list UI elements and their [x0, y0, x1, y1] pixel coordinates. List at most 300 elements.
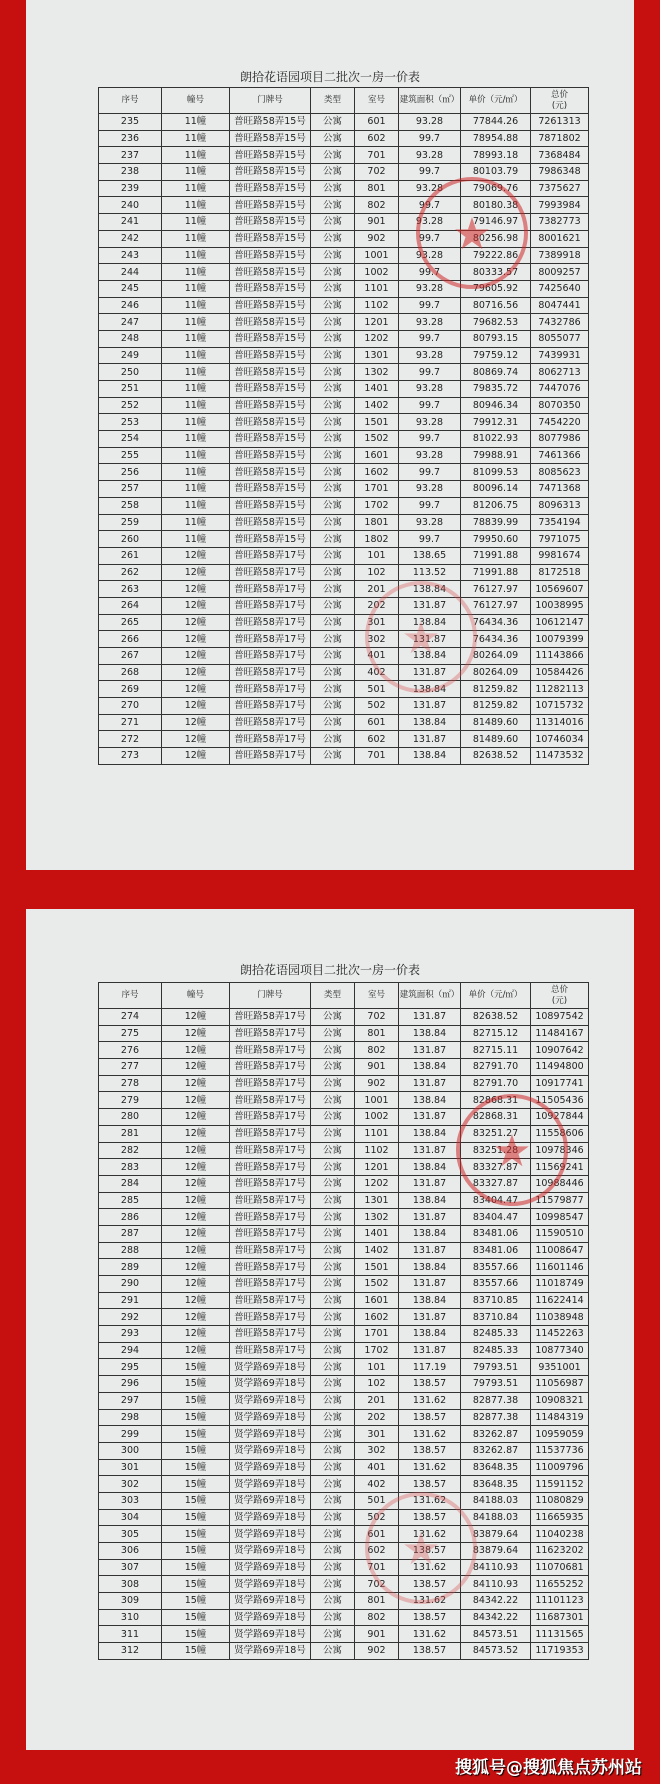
cell-room-number: 1101: [355, 280, 399, 297]
cell-floor-area: 138.84: [399, 614, 461, 631]
cell-floor-area: 99.7: [399, 230, 461, 247]
cell-row-number: 257: [99, 481, 162, 498]
cell-room-number: 702: [355, 164, 399, 181]
cell-unit-type: 公寓: [311, 1059, 355, 1076]
cell-address: 普旺路58弄17号: [230, 631, 311, 648]
cell-address: 普旺路58弄17号: [230, 1159, 311, 1176]
table-row: [99, 748, 589, 765]
cell-building: 11幢: [162, 180, 230, 197]
cell-floor-area: 131.87: [399, 631, 461, 648]
cell-unit-price: 84573.51: [461, 1626, 531, 1643]
cell-address: 贤学路69弄18号: [230, 1359, 311, 1376]
cell-room-number: 401: [355, 648, 399, 665]
cell-unit-type: 公寓: [311, 164, 355, 181]
cell-address: 贤学路69弄18号: [230, 1593, 311, 1610]
cell-address: 普旺路58弄17号: [230, 1326, 311, 1343]
cell-room-number: 1201: [355, 1159, 399, 1176]
cell-unit-type: 公寓: [311, 514, 355, 531]
cell-room-number: 702: [355, 1576, 399, 1593]
cell-address: 普旺路58弄15号: [230, 130, 311, 147]
table-row: [99, 1276, 589, 1293]
cell-building: 11幢: [162, 347, 230, 364]
cell-address: 普旺路58弄17号: [230, 1259, 311, 1276]
cell-unit-type: 公寓: [311, 397, 355, 414]
cell-room-number: 902: [355, 1075, 399, 1092]
cell-total-price: 11622414: [531, 1292, 589, 1309]
cell-unit-type: 公寓: [311, 364, 355, 381]
cell-row-number: 271: [99, 714, 162, 731]
table-row: [99, 1309, 589, 1326]
cell-unit-price: 71991.88: [461, 547, 531, 564]
cell-row-number: 274: [99, 1009, 162, 1026]
cell-address: 普旺路58弄17号: [230, 1109, 311, 1126]
table-header-row: [99, 88, 589, 114]
table-row: [99, 180, 589, 197]
cell-total-price: 7447076: [531, 381, 589, 398]
cell-unit-price: 83710.84: [461, 1309, 531, 1326]
table-row: [99, 1242, 589, 1259]
cell-unit-type: 公寓: [311, 714, 355, 731]
cell-row-number: 294: [99, 1342, 162, 1359]
cell-unit-price: 81489.60: [461, 714, 531, 731]
cell-row-number: 264: [99, 597, 162, 614]
cell-row-number: 241: [99, 214, 162, 231]
cell-unit-type: 公寓: [311, 581, 355, 598]
cell-unit-price: 82791.70: [461, 1075, 531, 1092]
cell-building: 12幢: [162, 614, 230, 631]
cell-address: 普旺路58弄15号: [230, 280, 311, 297]
cell-row-number: 285: [99, 1192, 162, 1209]
cell-floor-area: 138.84: [399, 681, 461, 698]
table-row: [99, 464, 589, 481]
sohu-watermark: 搜狐号@搜狐焦点苏州站: [455, 1758, 642, 1778]
cell-total-price: 9351001: [531, 1359, 589, 1376]
table-row: [99, 1409, 589, 1426]
cell-room-number: 802: [355, 197, 399, 214]
cell-floor-area: 131.62: [399, 1526, 461, 1543]
cell-address: 普旺路58弄15号: [230, 230, 311, 247]
cell-row-number: 299: [99, 1426, 162, 1443]
cell-address: 普旺路58弄15号: [230, 397, 311, 414]
cell-unit-price: 82638.52: [461, 1009, 531, 1026]
cell-floor-area: 138.84: [399, 1025, 461, 1042]
cell-row-number: 245: [99, 280, 162, 297]
cell-row-number: 302: [99, 1476, 162, 1493]
cell-total-price: 8047441: [531, 297, 589, 314]
cell-address: 普旺路58弄15号: [230, 514, 311, 531]
cell-row-number: 275: [99, 1025, 162, 1042]
cell-row-number: 244: [99, 264, 162, 281]
cell-unit-price: 80096.14: [461, 481, 531, 498]
cell-unit-price: 79222.86: [461, 247, 531, 264]
cell-address: 普旺路58弄17号: [230, 1075, 311, 1092]
cell-building: 15幢: [162, 1526, 230, 1543]
cell-total-price: 11143866: [531, 648, 589, 665]
cell-building: 11幢: [162, 214, 230, 231]
header-total-price: 总价 (元): [531, 88, 589, 114]
cell-building: 15幢: [162, 1459, 230, 1476]
cell-row-number: 273: [99, 748, 162, 765]
cell-room-number: 502: [355, 1509, 399, 1526]
cell-room-number: 101: [355, 1359, 399, 1376]
cell-room-number: 1102: [355, 1142, 399, 1159]
sheet-title: 朗拾花语园项目二批次一房一价表: [239, 70, 420, 84]
cell-building: 15幢: [162, 1442, 230, 1459]
cell-building: 11幢: [162, 464, 230, 481]
cell-row-number: 238: [99, 164, 162, 181]
cell-room-number: 301: [355, 614, 399, 631]
cell-floor-area: 131.62: [399, 1593, 461, 1610]
cell-room-number: 201: [355, 1392, 399, 1409]
table-row: [99, 164, 589, 181]
table-row: [99, 414, 589, 431]
cell-address: 普旺路58弄17号: [230, 597, 311, 614]
header-unit-price: 单价（元/㎡）: [461, 983, 531, 1009]
cell-unit-price: 83251.28: [461, 1142, 531, 1159]
cell-floor-area: 93.28: [399, 114, 461, 131]
cell-unit-price: 84573.52: [461, 1643, 531, 1660]
table-row: [99, 581, 589, 598]
header-row-number: 序号: [99, 983, 162, 1009]
cell-address: 普旺路58弄17号: [230, 648, 311, 665]
cell-total-price: 8001621: [531, 230, 589, 247]
cell-building: 15幢: [162, 1376, 230, 1393]
cell-address: 普旺路58弄15号: [230, 464, 311, 481]
cell-unit-type: 公寓: [311, 1509, 355, 1526]
cell-unit-type: 公寓: [311, 1309, 355, 1326]
table-row: [99, 1476, 589, 1493]
cell-unit-price: 83262.87: [461, 1442, 531, 1459]
cell-building: 12幢: [162, 714, 230, 731]
cell-unit-price: 84188.03: [461, 1509, 531, 1526]
cell-unit-type: 公寓: [311, 1609, 355, 1626]
cell-floor-area: 131.87: [399, 731, 461, 748]
cell-unit-price: 79950.60: [461, 531, 531, 548]
cell-room-number: 201: [355, 581, 399, 598]
cell-building: 12幢: [162, 1159, 230, 1176]
cell-row-number: 263: [99, 581, 162, 598]
table-row: [99, 1643, 589, 1660]
cell-unit-type: 公寓: [311, 297, 355, 314]
cell-row-number: 288: [99, 1242, 162, 1259]
cell-address: 贤学路69弄18号: [230, 1576, 311, 1593]
cell-unit-price: 80180.38: [461, 197, 531, 214]
cell-row-number: 243: [99, 247, 162, 264]
cell-floor-area: 99.7: [399, 431, 461, 448]
table-row: [99, 1442, 589, 1459]
cell-total-price: 11018749: [531, 1276, 589, 1293]
table-row: [99, 1559, 589, 1576]
cell-room-number: 901: [355, 214, 399, 231]
cell-address: 普旺路58弄15号: [230, 264, 311, 281]
cell-total-price: 11008647: [531, 1242, 589, 1259]
cell-total-price: 8085623: [531, 464, 589, 481]
cell-unit-price: 84342.22: [461, 1609, 531, 1626]
header-unit-price: 单价（元/㎡）: [461, 88, 531, 114]
cell-building: 11幢: [162, 114, 230, 131]
cell-address: 普旺路58弄15号: [230, 147, 311, 164]
header-floor-area: 建筑面积（㎡）: [399, 88, 461, 114]
cell-building: 12幢: [162, 1042, 230, 1059]
cell-unit-price: 83327.87: [461, 1159, 531, 1176]
cell-unit-price: 79793.51: [461, 1376, 531, 1393]
cell-unit-price: 79835.72: [461, 381, 531, 398]
cell-room-number: 1202: [355, 330, 399, 347]
cell-floor-area: 131.87: [399, 1009, 461, 1026]
cell-floor-area: 99.7: [399, 297, 461, 314]
cell-unit-type: 公寓: [311, 1326, 355, 1343]
cell-room-number: 501: [355, 1492, 399, 1509]
cell-floor-area: 99.7: [399, 130, 461, 147]
cell-row-number: 272: [99, 731, 162, 748]
cell-total-price: 10998547: [531, 1209, 589, 1226]
table-row: [99, 1426, 589, 1443]
cell-unit-type: 公寓: [311, 1409, 355, 1426]
cell-row-number: 298: [99, 1409, 162, 1426]
cell-building: 12幢: [162, 1342, 230, 1359]
cell-floor-area: 131.87: [399, 1042, 461, 1059]
cell-row-number: 278: [99, 1075, 162, 1092]
cell-row-number: 265: [99, 614, 162, 631]
cell-address: 普旺路58弄17号: [230, 1292, 311, 1309]
cell-row-number: 305: [99, 1526, 162, 1543]
table-row: [99, 347, 589, 364]
cell-address: 普旺路58弄15号: [230, 447, 311, 464]
cell-total-price: 11070681: [531, 1559, 589, 1576]
cell-address: 普旺路58弄17号: [230, 681, 311, 698]
cell-building: 12幢: [162, 1209, 230, 1226]
cell-unit-type: 公寓: [311, 147, 355, 164]
cell-unit-type: 公寓: [311, 1042, 355, 1059]
cell-floor-area: 138.84: [399, 648, 461, 665]
cell-total-price: 10988446: [531, 1175, 589, 1192]
table-row: [99, 1025, 589, 1042]
cell-unit-price: 82877.38: [461, 1392, 531, 1409]
cell-row-number: 249: [99, 347, 162, 364]
cell-unit-type: 公寓: [311, 1209, 355, 1226]
cell-total-price: 7471368: [531, 481, 589, 498]
cell-floor-area: 99.7: [399, 531, 461, 548]
cell-total-price: 7461366: [531, 447, 589, 464]
cell-room-number: 702: [355, 1009, 399, 1026]
cell-room-number: 501: [355, 681, 399, 698]
cell-floor-area: 93.28: [399, 147, 461, 164]
cell-row-number: 242: [99, 230, 162, 247]
header-building: 幢号: [162, 88, 230, 114]
cell-unit-type: 公寓: [311, 1292, 355, 1309]
cell-room-number: 1401: [355, 381, 399, 398]
cell-total-price: 11040238: [531, 1526, 589, 1543]
cell-address: 普旺路58弄17号: [230, 698, 311, 715]
cell-unit-price: 83648.35: [461, 1476, 531, 1493]
cell-unit-type: 公寓: [311, 1175, 355, 1192]
cell-floor-area: 99.7: [399, 264, 461, 281]
cell-room-number: 1402: [355, 1242, 399, 1259]
cell-floor-area: 93.28: [399, 280, 461, 297]
table-row: [99, 264, 589, 281]
cell-total-price: 10569607: [531, 581, 589, 598]
cell-row-number: 310: [99, 1609, 162, 1626]
cell-unit-price: 82791.70: [461, 1059, 531, 1076]
cell-row-number: 312: [99, 1643, 162, 1660]
header-unit-type: 类型: [311, 88, 355, 114]
cell-total-price: 11080829: [531, 1492, 589, 1509]
cell-room-number: 901: [355, 1626, 399, 1643]
cell-address: 普旺路58弄17号: [230, 1142, 311, 1159]
cell-row-number: 240: [99, 197, 162, 214]
cell-floor-area: 138.84: [399, 748, 461, 765]
cell-room-number: 801: [355, 180, 399, 197]
cell-total-price: 11601146: [531, 1259, 589, 1276]
cell-row-number: 300: [99, 1442, 162, 1459]
cell-unit-type: 公寓: [311, 1192, 355, 1209]
cell-address: 普旺路58弄15号: [230, 381, 311, 398]
cell-row-number: 296: [99, 1376, 162, 1393]
table-row: [99, 1509, 589, 1526]
cell-unit-type: 公寓: [311, 1259, 355, 1276]
cell-address: 普旺路58弄15号: [230, 481, 311, 498]
cell-floor-area: 93.28: [399, 447, 461, 464]
cell-address: 贤学路69弄18号: [230, 1409, 311, 1426]
cell-unit-type: 公寓: [311, 180, 355, 197]
cell-row-number: 236: [99, 130, 162, 147]
cell-total-price: 11579877: [531, 1192, 589, 1209]
cell-room-number: 1301: [355, 347, 399, 364]
cell-total-price: 8172518: [531, 564, 589, 581]
cell-unit-type: 公寓: [311, 431, 355, 448]
cell-building: 15幢: [162, 1509, 230, 1526]
cell-address: 普旺路58弄17号: [230, 564, 311, 581]
cell-room-number: 401: [355, 1459, 399, 1476]
cell-unit-type: 公寓: [311, 1392, 355, 1409]
cell-row-number: 254: [99, 431, 162, 448]
cell-unit-type: 公寓: [311, 648, 355, 665]
cell-floor-area: 131.62: [399, 1559, 461, 1576]
cell-total-price: 8070350: [531, 397, 589, 414]
cell-room-number: 902: [355, 1643, 399, 1660]
cell-total-price: 7382773: [531, 214, 589, 231]
cell-floor-area: 138.84: [399, 1125, 461, 1142]
cell-unit-type: 公寓: [311, 497, 355, 514]
cell-address: 普旺路58弄17号: [230, 1009, 311, 1026]
table-row: [99, 1359, 589, 1376]
table-row: [99, 597, 589, 614]
cell-room-number: 1501: [355, 1259, 399, 1276]
cell-floor-area: 131.87: [399, 664, 461, 681]
cell-floor-area: 93.28: [399, 247, 461, 264]
table-row: [99, 130, 589, 147]
cell-building: 15幢: [162, 1543, 230, 1560]
cell-address: 普旺路58弄17号: [230, 1209, 311, 1226]
cell-unit-type: 公寓: [311, 230, 355, 247]
cell-building: 11幢: [162, 280, 230, 297]
cell-total-price: 11590510: [531, 1225, 589, 1242]
table-row: [99, 514, 589, 531]
cell-total-price: 7871802: [531, 130, 589, 147]
cell-unit-type: 公寓: [311, 1543, 355, 1560]
cell-room-number: 802: [355, 1042, 399, 1059]
cell-unit-type: 公寓: [311, 597, 355, 614]
cell-address: 贤学路69弄18号: [230, 1392, 311, 1409]
cell-unit-price: 80103.79: [461, 164, 531, 181]
cell-row-number: 293: [99, 1326, 162, 1343]
table-row: [99, 381, 589, 398]
cell-address: 普旺路58弄17号: [230, 614, 311, 631]
cell-address: 贤学路69弄18号: [230, 1509, 311, 1526]
cell-unit-price: 83879.64: [461, 1543, 531, 1560]
cell-floor-area: 138.84: [399, 1292, 461, 1309]
cell-address: 普旺路58弄17号: [230, 1309, 311, 1326]
cell-building: 12幢: [162, 1025, 230, 1042]
cell-address: 贤学路69弄18号: [230, 1376, 311, 1393]
cell-address: 普旺路58弄17号: [230, 581, 311, 598]
cell-floor-area: 131.87: [399, 1175, 461, 1192]
table-row: [99, 330, 589, 347]
cell-total-price: 11056987: [531, 1376, 589, 1393]
cell-address: 普旺路58弄17号: [230, 1276, 311, 1293]
cell-address: 普旺路58弄17号: [230, 748, 311, 765]
cell-total-price: 11537736: [531, 1442, 589, 1459]
cell-row-number: 251: [99, 381, 162, 398]
cell-row-number: 266: [99, 631, 162, 648]
cell-unit-price: 79146.97: [461, 214, 531, 231]
cell-floor-area: 138.84: [399, 1159, 461, 1176]
table-row: [99, 1609, 589, 1626]
cell-unit-type: 公寓: [311, 1526, 355, 1543]
cell-building: 12幢: [162, 1242, 230, 1259]
table-row: [99, 1576, 589, 1593]
cell-total-price: 7375627: [531, 180, 589, 197]
sheet-title: 朗拾花语园项目二批次一房一价表: [239, 963, 420, 977]
cell-address: 普旺路58弄15号: [230, 214, 311, 231]
cell-floor-area: 99.7: [399, 397, 461, 414]
cell-floor-area: 131.62: [399, 1459, 461, 1476]
cell-total-price: 10746034: [531, 731, 589, 748]
cell-unit-type: 公寓: [311, 1142, 355, 1159]
cell-floor-area: 138.57: [399, 1476, 461, 1493]
cell-room-number: 302: [355, 631, 399, 648]
table-row: [99, 1459, 589, 1476]
cell-total-price: 10907642: [531, 1042, 589, 1059]
cell-floor-area: 131.87: [399, 1142, 461, 1159]
cell-total-price: 11484167: [531, 1025, 589, 1042]
cell-unit-type: 公寓: [311, 330, 355, 347]
cell-total-price: 11009796: [531, 1459, 589, 1476]
table-row: [99, 114, 589, 131]
cell-floor-area: 93.28: [399, 180, 461, 197]
cell-building: 12幢: [162, 631, 230, 648]
cell-floor-area: 131.62: [399, 1626, 461, 1643]
cell-floor-area: 113.52: [399, 564, 461, 581]
cell-room-number: 1202: [355, 1175, 399, 1192]
table-row: [99, 547, 589, 564]
cell-floor-area: 93.28: [399, 347, 461, 364]
cell-floor-area: 131.87: [399, 698, 461, 715]
cell-floor-area: 138.57: [399, 1509, 461, 1526]
cell-building: 12幢: [162, 698, 230, 715]
table-row: [99, 1192, 589, 1209]
cell-row-number: 282: [99, 1142, 162, 1159]
cell-floor-area: 93.28: [399, 314, 461, 331]
cell-unit-type: 公寓: [311, 481, 355, 498]
table-row: [99, 1109, 589, 1126]
cell-row-number: 269: [99, 681, 162, 698]
cell-total-price: 8077986: [531, 431, 589, 448]
table-row: [99, 648, 589, 665]
cell-building: 12幢: [162, 1142, 230, 1159]
cell-unit-price: 84342.22: [461, 1593, 531, 1610]
cell-unit-price: 80333.57: [461, 264, 531, 281]
